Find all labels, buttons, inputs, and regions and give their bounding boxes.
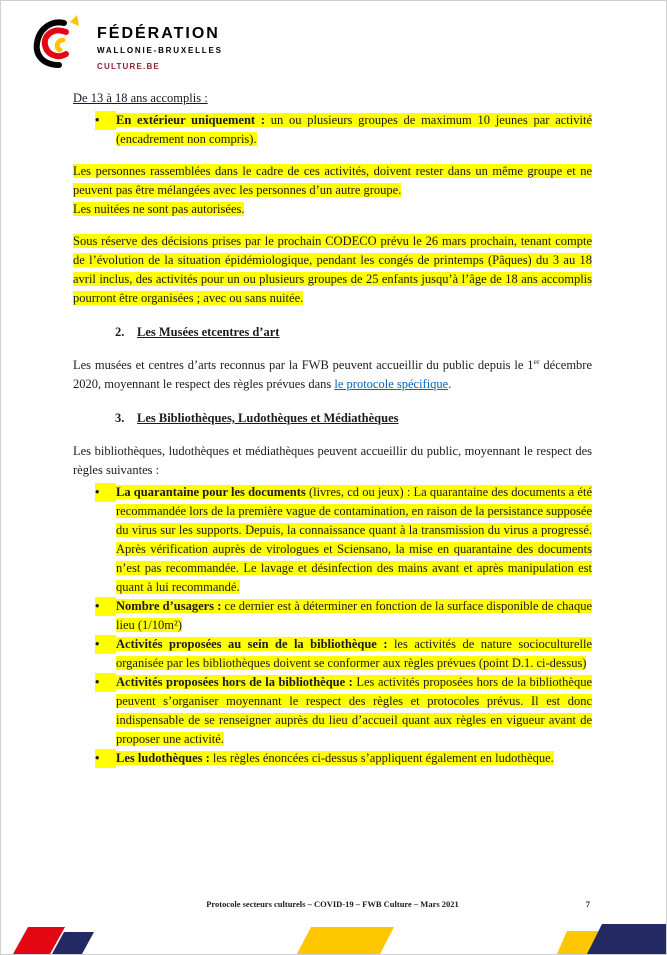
bullet-lead: En extérieur uniquement : [116, 113, 265, 127]
logo-yellow-flame [70, 15, 79, 26]
codeco-text: Sous réserve des décisions prises par le prochain CODECO prévu le 26 mars prochain, tenant compte de l’évolution de la situation épidémiologique, pendant les congés de printemps (Pâques) du 3 au 18 avril inclus, des activités pour un ou plusieurs groupes de 25 enfants jusqu’à l’âge de 18 ans accomplis pourront être organisées ; avec ou sans nuitée. [73, 234, 592, 305]
logo-site-label: CULTURE.BE [97, 62, 160, 71]
bullet-lead: Activités proposées hors de la bibliothèque : [116, 675, 353, 689]
bullet-icon: • [95, 597, 116, 616]
bullet-icon: • [95, 111, 116, 130]
bullet-icon: • [95, 635, 116, 654]
list-item [73, 673, 592, 749]
logo-title: FÉDÉRATION [97, 25, 220, 42]
yellow-stripe-center-shape [297, 927, 394, 954]
bullet-body [116, 673, 592, 749]
paragraph-bibliotheques-intro: Les bibliothèques, ludothèques et médiathèques peuvent accueillir du public, moyennant le respect des règles suivantes : [73, 444, 592, 477]
section-title: Les Bibliothèques, Ludothèques et Médiathèques [137, 411, 399, 425]
list-item [73, 597, 592, 635]
logo-subtitle: WALLONIE-BRUXELLES [97, 46, 223, 55]
musees-text-3: . [448, 377, 452, 391]
list-item [73, 483, 592, 597]
bullet-text: les règles énoncées ci-dessus s’appliquent également en ludothèque. [209, 751, 554, 765]
fwb-rooster-logo-icon [29, 13, 87, 73]
bullet-body [116, 749, 592, 768]
bullet-lead: Les ludothèques : [116, 751, 210, 765]
bullet-body [116, 597, 592, 635]
bullet-lead: Activités proposées au sein de la bibliothèque : [116, 637, 388, 651]
bullet-lead: Nombre d’usagers : [116, 599, 222, 613]
list-item [73, 749, 592, 768]
library-rules-list [73, 483, 592, 768]
age-range-heading: De 13 à 18 ans accomplis : [73, 91, 208, 105]
logo-text-block [97, 25, 223, 71]
paragraph-musees [73, 356, 592, 394]
musees-text-1: Les musées et centres d’arts reconnus par la FWB peuvent accueillir du public depuis le 1 [73, 358, 534, 372]
page-number: 7 [585, 899, 590, 909]
bullet-text: un ou plusieurs groupes de maximum 10 jeunes par activité (encadrement non compris). [116, 113, 592, 146]
bullet-icon: • [95, 483, 116, 502]
paragraph-codeco [73, 232, 592, 308]
groups-rule-text: Les personnes rassemblées dans le cadre de ces activités, doivent rester dans un même groupe et ne peuvent pas être mélangées avec les personnes d’un autre groupe. [73, 164, 592, 197]
bullet-body [116, 483, 592, 597]
navy-stripe-right-shape [587, 924, 667, 954]
list-item [73, 635, 592, 673]
section-heading-bibliotheques [73, 409, 592, 428]
musees-text-2: décembre 2020, moyennant le respect des règles prévues dans [73, 358, 592, 391]
protocole-specifique-link[interactable]: le protocole spécifique [334, 377, 449, 391]
ordinal-superscript: er [533, 356, 540, 366]
paragraph-groups-rule [73, 162, 592, 219]
section-title: Les Musées etcentres d’art [137, 325, 280, 339]
document-content [73, 89, 592, 781]
list-item [73, 111, 592, 149]
bullet-lead: La quarantaine pour les documents [116, 485, 306, 499]
page-footer [73, 899, 592, 909]
bullet-icon: • [95, 749, 116, 768]
top-bullet-list [73, 111, 592, 149]
section-heading-musees [73, 323, 592, 342]
section-number: 3. [115, 411, 125, 425]
bullet-text: (livres, cd ou jeux) : La quarantaine des documents a été recommandée lors de la première vague de contamination, en raison de la persistance supposée du virus sur les supports. Depuis, la connaissance quant à la transmission du virus a progressé. Après vérification auprès de virologues et Sciensano, la mise en quarantaine des documents n’est pas recommandée. Le lavage et désinfection des mains avant et après manipulation est quant à lui recommandé. [116, 485, 592, 594]
bullet-icon: • [95, 673, 116, 692]
logo-yellow-stroke [57, 40, 63, 50]
bullet-body [116, 635, 592, 673]
bullet-text: Les activités proposées hors de la bibliothèque peuvent s’organiser moyennant le respect des règles et protocoles prévus. Il est donc indispensable de se renseigner auprès du lieu d’accueil quant aux règles en vigueur avant de proposer une activité. [116, 675, 592, 746]
fwb-logo [29, 13, 223, 73]
bullet-body [116, 111, 592, 149]
footer-text: Protocole secteurs culturels – COVID-19 – FWB Culture – Mars 2021 [206, 899, 459, 909]
footer-brand-shapes [1, 924, 667, 954]
bullet-text: les activités de nature socioculturelle organisée par les bibliothèques doivent se conformer aux règles prévues (point D.1. ci-dessus) [116, 637, 592, 670]
bullet-text: ce dernier est à déterminer en fonction de la surface disponible de chaque lieu (1/10m²) [116, 599, 592, 632]
nuitees-rule-text: Les nuitées ne sont pas autorisées. [73, 202, 245, 216]
section-number: 2. [115, 325, 125, 339]
